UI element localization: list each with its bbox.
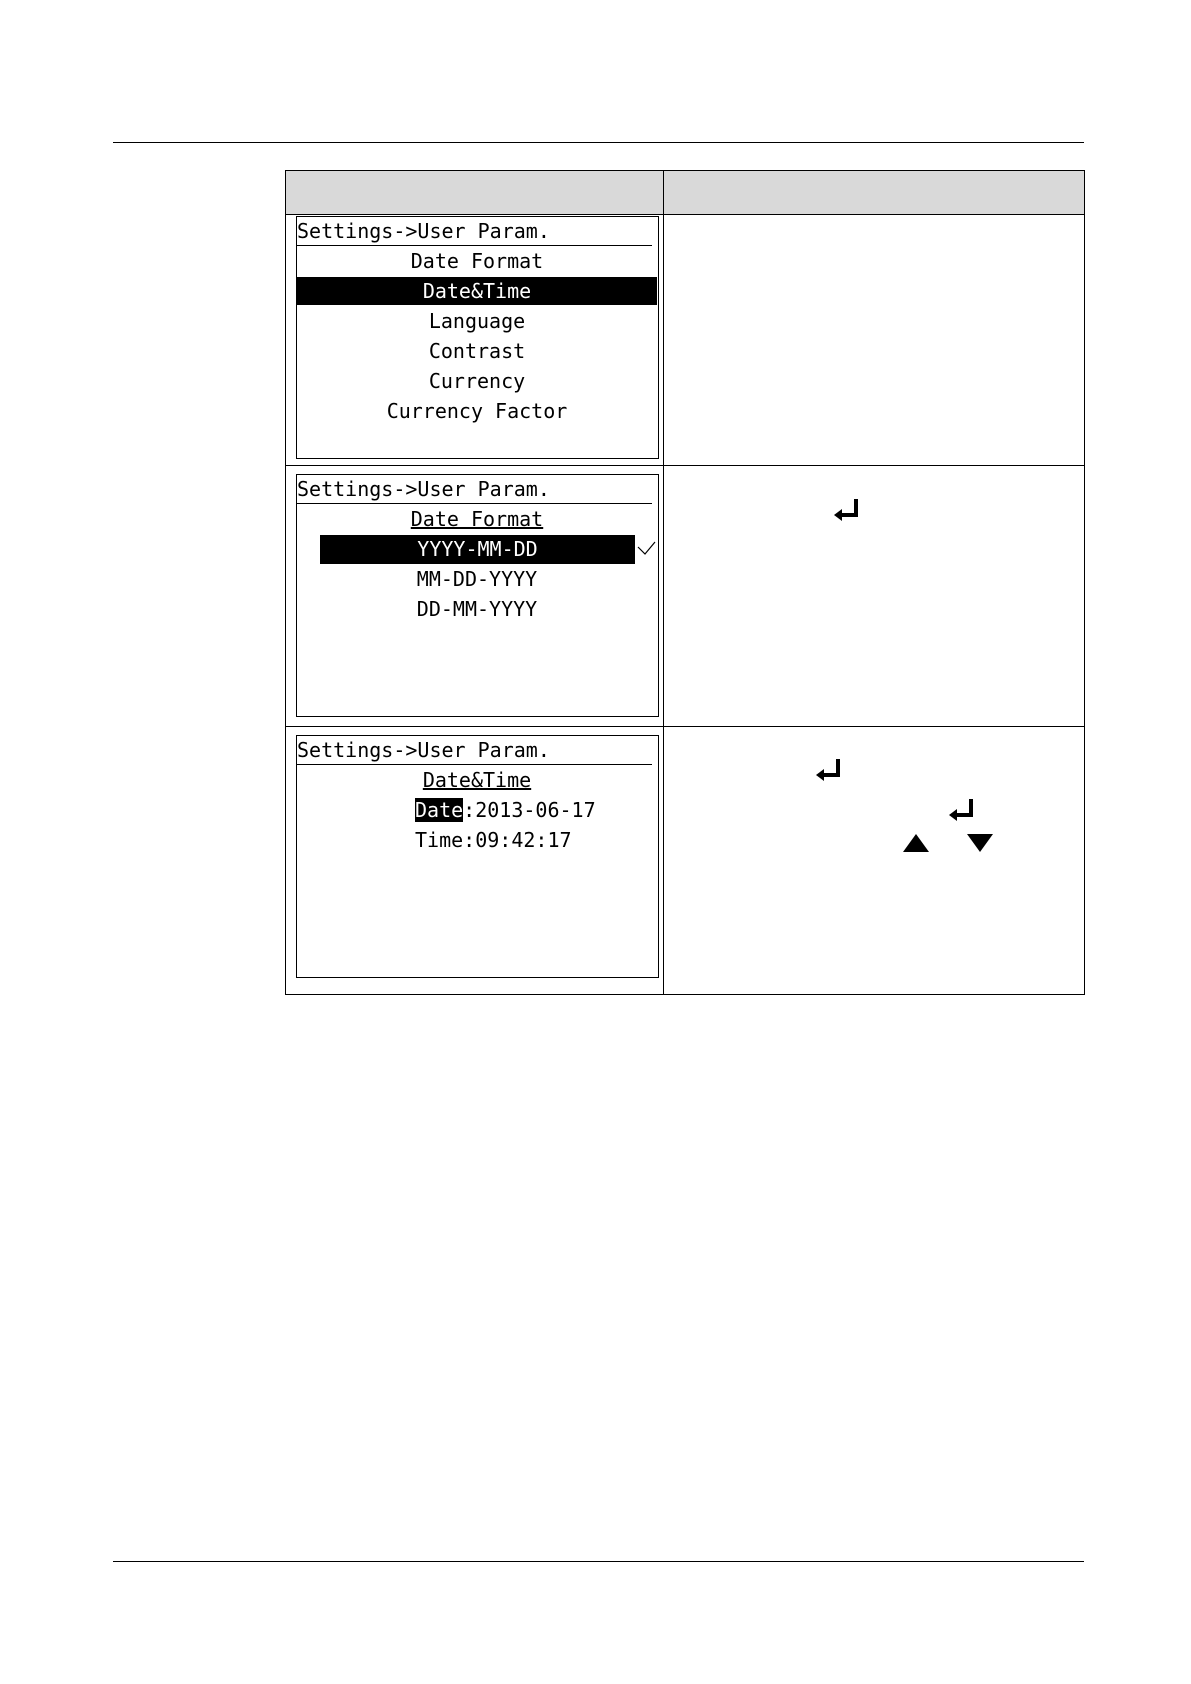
- screen-cell: [286, 466, 664, 727]
- lcd-title: [297, 766, 657, 794]
- option-mm-dd-yyyy: MM-DD-YYYY: [416, 567, 538, 591]
- checkmark-icon: [635, 538, 657, 560]
- lcd-title: [297, 505, 657, 533]
- lcd-title-text: Date&Time: [422, 768, 532, 792]
- procedure-table: [285, 170, 1085, 995]
- option-dd-mm-yyyy: DD-MM-YYYY: [416, 597, 538, 621]
- time-field: [415, 826, 572, 854]
- table-row: [286, 466, 1085, 727]
- lcd-title-text: Date Format: [410, 507, 544, 531]
- header-rule: [113, 142, 1084, 143]
- enter-key-icon: [832, 497, 862, 523]
- lcd-breadcrumb: Settings->User Param.: [297, 476, 652, 504]
- footer-rule: [113, 1561, 1084, 1562]
- lcd-screen-user-param: [296, 216, 659, 459]
- date-value: :2013-06-17: [463, 798, 596, 822]
- header-cell-screen: [286, 171, 664, 215]
- date-field: [415, 796, 596, 824]
- up-arrow-icon: [902, 832, 930, 854]
- menu-item-currency-factor: Currency Factor: [386, 399, 568, 423]
- option-yyyy-mm-dd-selected: YYYY-MM-DD: [320, 535, 635, 564]
- table-header-row: [286, 171, 1085, 215]
- table-row: [286, 727, 1085, 995]
- screen-cell: [286, 215, 664, 466]
- enter-key-icon: [814, 757, 844, 783]
- time-label: Time: [415, 828, 464, 852]
- lcd-screen-date-time: [296, 735, 659, 978]
- screen-cell: [286, 727, 664, 995]
- lcd-screen-date-format: [296, 474, 659, 717]
- lcd-breadcrumb: Settings->User Param.: [297, 737, 652, 765]
- date-label-selected: Date: [415, 798, 464, 822]
- header-cell-description: [664, 171, 1085, 215]
- menu-item-contrast: Contrast: [428, 339, 526, 363]
- description-cell: [664, 466, 1085, 727]
- menu-item-currency: Currency: [428, 369, 526, 393]
- menu-item-language: Language: [428, 309, 526, 333]
- down-arrow-icon: [966, 832, 994, 854]
- menu-item-date-time-selected: Date&Time: [297, 277, 657, 305]
- time-value: :09:42:17: [463, 828, 572, 852]
- table-row: [286, 215, 1085, 466]
- enter-key-icon: [947, 797, 977, 823]
- menu-item-date-format: Date Format: [410, 249, 544, 273]
- lcd-breadcrumb: Settings->User Param.: [297, 218, 652, 246]
- description-cell: [664, 727, 1085, 995]
- description-cell: [664, 215, 1085, 466]
